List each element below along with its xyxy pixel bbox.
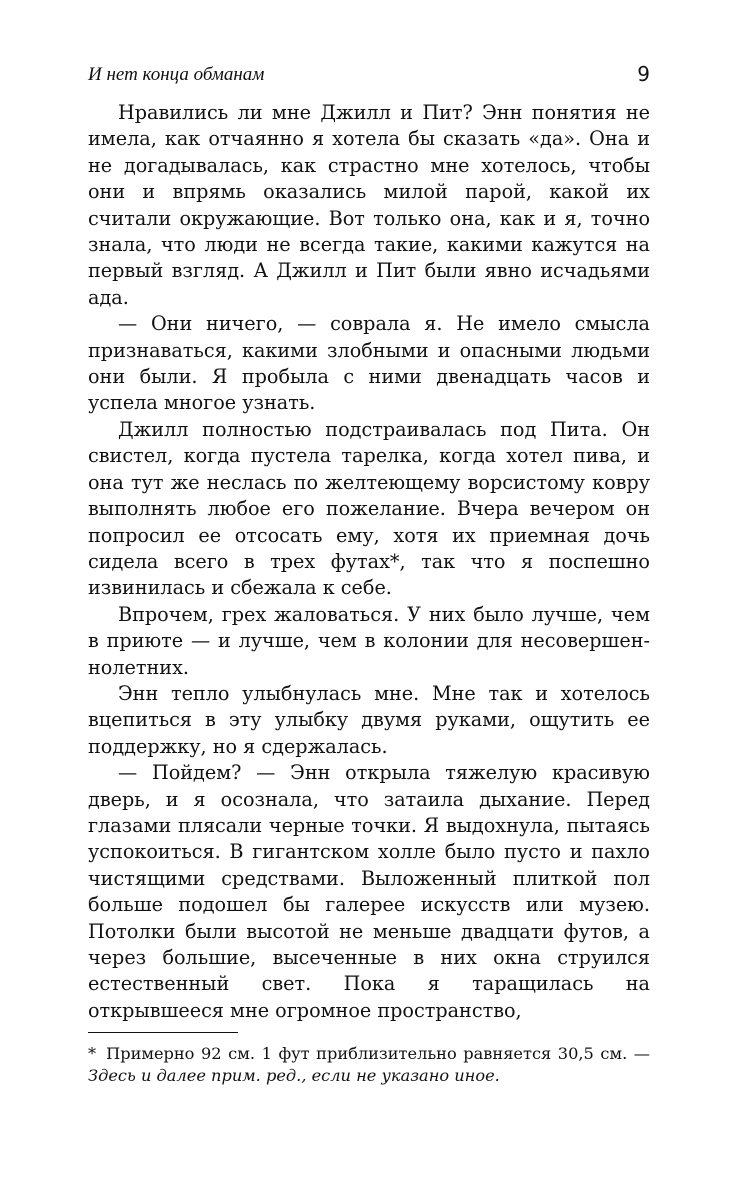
paragraph-4: Впрочем, грех жаловаться. У них было лучше, чем в приюте — и лучше, чем в колонии для несовершеннолетних. xyxy=(88,602,650,679)
footnote xyxy=(88,1043,650,1087)
running-head xyxy=(88,58,650,92)
paragraph-5: Энн тепло улыбнулась мне. Мне так и хотелось вцепиться в эту улыбку двумя руками, ощутить ее поддержку, но я сдержалась. xyxy=(88,681,650,758)
footnote-text: Примерно 92 см. 1 фут приблизительно равняется 30,5 см. — xyxy=(106,1044,650,1064)
running-title: И нет конца обманам xyxy=(88,64,265,85)
book-page xyxy=(88,58,650,1087)
footnote-divider xyxy=(88,1032,238,1033)
paragraph-6: — Пойдем? — Энн открыла тяжелую красивую дверь, и я осознала, что затаила дыхание. Перед глазами плясали черные точки. Я выдохнула, пытаясь успокоиться. В гигантском холле было пусто и пахло чистящими средствами. Выложенный плиткой пол больше подошел бы галерее искусств или музею. Потолки были высотой не меньше двадцати футов, а через большие, высеченные в них окна струился естественный свет. Пока я таращилась на открывшееся мне огромное пространство, xyxy=(88,761,650,1022)
paragraph-3: Джилл полностью подстраивалась под Пита. Он свистел, когда пустела тарелка, когда хотел пива, и она тут же неслась по желтеющему ворсистому ковру выполнять любое его пожелание. Вчера вечером он попросил ее отсосать ему, хотя их приемная дочь сидела всего в трех футах*, так что я поспешно извинилась и сбежала к себе. xyxy=(88,417,650,600)
page-number: 9 xyxy=(637,62,650,86)
footnote-mark: * xyxy=(88,1044,97,1064)
paragraph-1: Нравились ли мне Джилл и Пит? Энн понятия не имела, как отчаянно я хотела бы сказать «да». Она и не догадывалась, как страстно мне хотелось, чтобы они и впрямь оказались милой парой, какой их считали окружающие. Вот только она, как и я, точно знала, что люди не всегда такие, какими кажутся на первый взгляд. А Джилл и Пит были явно исчадьями ада. xyxy=(88,101,650,309)
footnote-editor-note: Здесь и далее прим. ред., если не указано иное. xyxy=(88,1066,500,1086)
paragraph-2: — Они ничего, — соврала я. Не имело смысла признаваться, какими злобными и опасными людьми они были. Я пробыла с ними двенадцать часов и успела многое узнать. xyxy=(88,312,650,415)
body-text xyxy=(88,100,650,1024)
